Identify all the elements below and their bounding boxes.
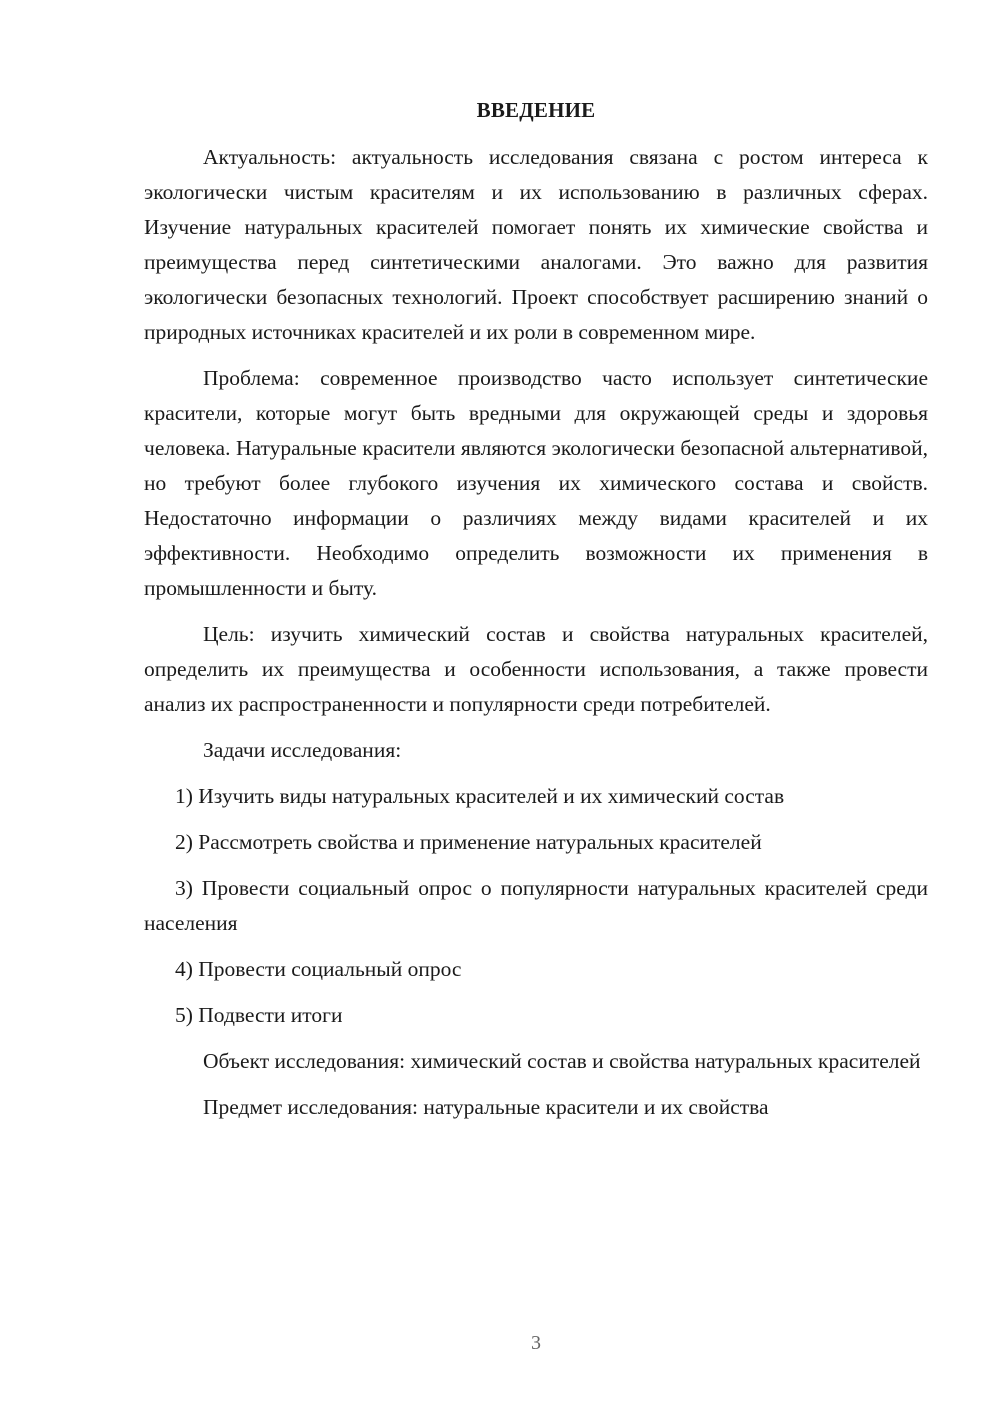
object-paragraph: Объект исследования: химический состав и свойства натуральных красителей	[203, 1049, 921, 1073]
task-item: 3) Провести социальный опрос о популярности натуральных красителей среди населения	[144, 876, 928, 935]
relevance-paragraph: Актуальность: актуальность исследования связана с ростом интереса к экологически чистым красителям и их использованию в различных сферах. Изучение натуральных красителей помогает понять их химические свойства и преимущества перед синтетическими аналогами. Это важно для развития экологически безопасных технологий. Проект способствует расширению знаний о природных источниках красителей и их роли в современном мире.	[144, 145, 928, 344]
problem-paragraph: Проблема: современное производство часто использует синтетические красители, которые могут быть вредными для окружающей среды и здоровья человека. Натуральные красители являются экологически безопасной альтернативой, но требуют более глубокого изучения их химического состава и свойств. Недостаточно информации о различиях между видами красителей и их эффективности. Необходимо определить возможности их применения в промышленности и быту.	[144, 366, 928, 600]
task-item: 4) Провести социальный опрос	[175, 957, 462, 981]
task-item: 5) Подвести итоги	[175, 1003, 343, 1027]
document-page	[144, 94, 928, 1136]
task-item: 1) Изучить виды натуральных красителей и их химический состав	[175, 784, 785, 808]
section-title: ВВЕДЕНИЕ	[476, 98, 596, 122]
subject-paragraph: Предмет исследования: натуральные красители и их свойства	[203, 1095, 769, 1119]
page-number: 3	[531, 1332, 541, 1354]
goal-paragraph: Цель: изучить химический состав и свойства натуральных красителей, определить их преимущества и особенности использования, а также провести анализ их распространенности и популярности среди потребителей.	[144, 622, 928, 716]
task-item: 2) Рассмотреть свойства и применение натуральных красителей	[175, 830, 762, 854]
tasks-heading: Задачи исследования:	[203, 738, 402, 762]
